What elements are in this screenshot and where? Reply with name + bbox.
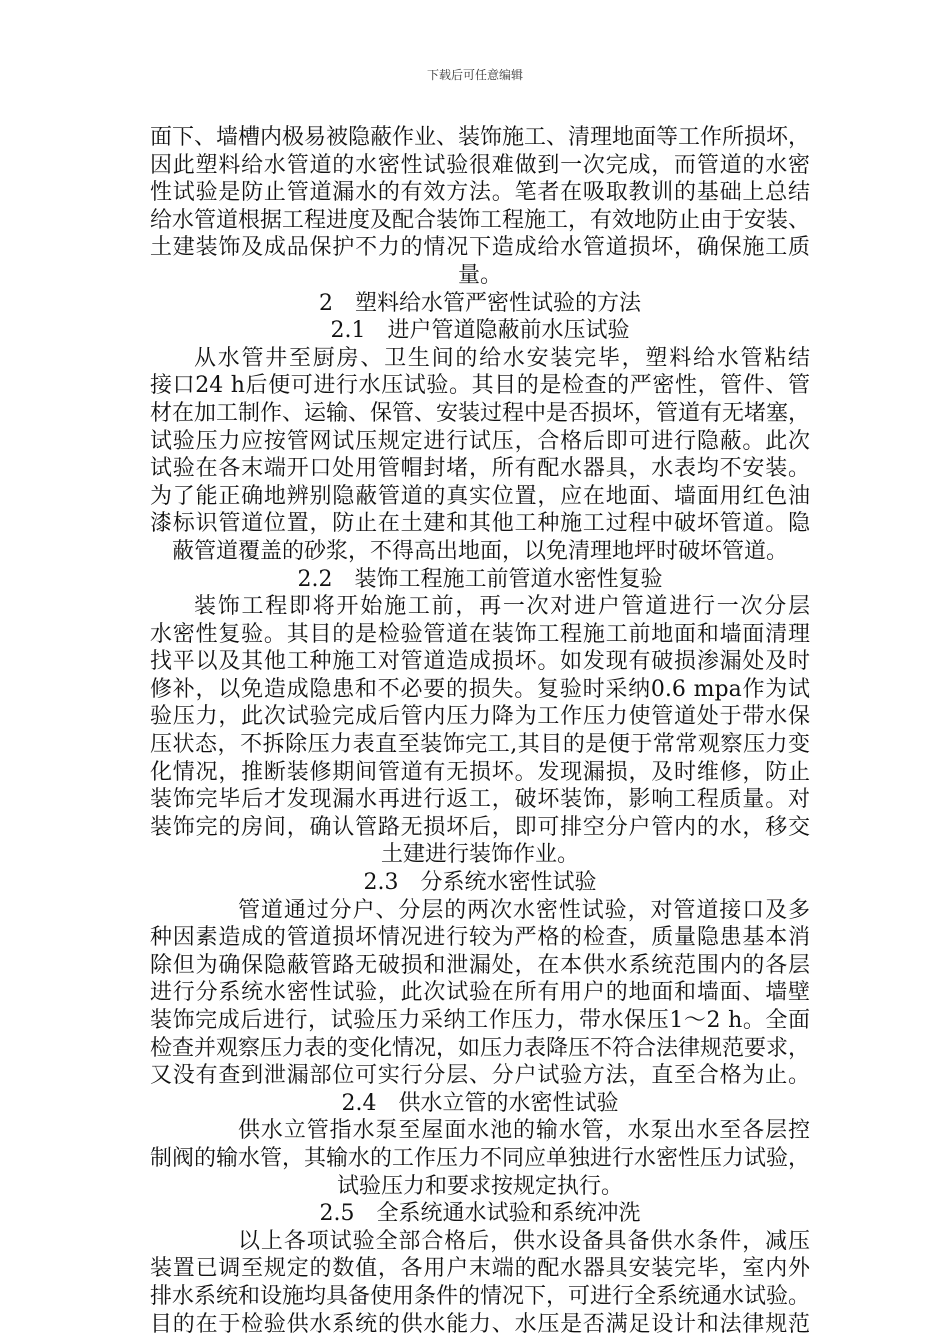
page-header-note: 下载后可任意编辑 (426, 68, 523, 82)
paragraph-line: 土建进行装饰作业。 (380, 842, 579, 868)
paragraph-line: 面下、墙槽内极易被隐蔽作业、装饰施工、清理地面等工作所损坏， (150, 125, 810, 150)
section-heading: 2.3 分系统水密性试验 (363, 870, 597, 896)
paragraph-line: 装置已调至规定的数值，各用户末端的配水器具安装完毕，室内外 (150, 1256, 810, 1282)
paragraph-line: 供水立管指水泵至屋面水池的输水管，水泵出水至各层控 (238, 1118, 810, 1144)
paragraph-line: 水密性复验。其目的是检验管道在装饰工程施工前地面和墙面清理 (150, 621, 810, 647)
document-body (150, 124, 810, 1338)
paragraph-line: 除但为确保隐蔽管路无破损和泄漏处，在本供水系统范围内的各层 (150, 952, 810, 978)
paragraph-line: 装饰完的房间，确认管路无损坏后，即可排空分户管内的水，移交 (150, 814, 810, 840)
paragraph-line: 因此塑料给水管道的水密性试验很难做到一次完成，而管道的水密 (150, 152, 810, 178)
paragraph-line: 给水管道根据工程进度及配合装饰工程施工，有效地防止由于安装、 (150, 207, 810, 233)
paragraph-line: 试验压力应按管网试压规定进行试压，合格后即可进行隐蔽。此次 (150, 428, 810, 454)
paragraph-line: 试验在各末端开口处用管帽封堵，所有配水器具，水表均不安装。 (150, 456, 810, 482)
paragraph-line: 排水系统和设施均具备使用条件的情况下，可进行全系统通水试验。 (150, 1283, 810, 1309)
paragraph-line: 验压力，此次试验完成后管内压力降为工作压力使管道处于带水保 (150, 704, 810, 730)
paragraph-line: 性试验是防止管道漏水的有效方法。笔者在吸取教训的基础上总结 (150, 180, 810, 206)
paragraph-line: 化情况，推断装修期间管道有无损坏。发现漏损，及时维修，防止 (150, 759, 810, 785)
section-heading: 2.5 全系统通水试验和系统冲洗 (319, 1201, 641, 1227)
paragraph-line: 接口24 h后便可进行水压试验。其目的是检查的严密性，管件、管 (150, 373, 810, 399)
paragraph-line: 种因素造成的管道损坏情况进行较为严格的检查，质量隐患基本消 (150, 925, 810, 951)
paragraph-line: 进行分系统水密性试验，此次试验在所有用户的地面和墙面、墙壁 (150, 980, 810, 1006)
paragraph-line: 以上各项试验全部合格后，供水设备具备供水条件，减压 (238, 1228, 810, 1254)
paragraph-line: 又没有查到泄漏部位可实行分层、分户试验方法，直至合格为止。 (150, 1063, 810, 1089)
paragraph-line: 检查并观察压力表的变化情况，如压力表降压不符合法律规范要求， (150, 1035, 810, 1061)
paragraph-line: 装饰工程即将开始施工前，再一次对进户管道进行一次分层 (194, 594, 810, 620)
paragraph-line: 装饰完毕后才发现漏水再进行返工，破坏装饰，影响工程质量。对 (150, 787, 810, 813)
paragraph-line: 压状态，不拆除压力表直至装饰完工,其目的是便于常常观察压力变 (150, 732, 810, 758)
paragraph-line: 找平以及其他工种施工对管道造成损坏。如发现有破损渗漏处及时 (150, 649, 810, 675)
paragraph-line: 修补，以免造成隐患和不必要的损失。复验时采纳0.6 mpa作为试 (150, 676, 810, 702)
section-heading: 2.4 供水立管的水密性试验 (341, 1090, 619, 1116)
paragraph-line: 制阀的输水管，其输水的工作压力不同应单独进行水密性压力试验， (150, 1145, 810, 1171)
section-heading: 2.1 进户管道隐蔽前水压试验 (330, 318, 630, 344)
paragraph-line: 装饰完成后进行，试验压力采纳工作压力，带水保压1～2 h。全面 (150, 1008, 810, 1033)
paragraph-line: 蔽管道覆盖的砂浆，不得高出地面，以免清理地坪时破坏管道。 (171, 538, 788, 564)
paragraph-line: 试验压力和要求按规定执行。 (336, 1173, 623, 1199)
paragraph-line: 管道通过分户、分层的两次水密性试验，对管道接口及多 (238, 897, 810, 923)
paragraph-line: 从水管井至厨房、卫生间的给水安装完毕，塑料给水管粘结 (194, 345, 810, 371)
paragraph-line: 为了能正确地辨别隐蔽管道的真实位置，应在地面、墙面用红色油 (150, 483, 810, 509)
paragraph-line: 材在加工制作、运输、保管、安装过程中是否损坏，管道有无堵塞， (150, 400, 810, 426)
section-heading: 2.2 装饰工程施工前管道水密性复验 (297, 566, 663, 592)
paragraph-line: 量。 (457, 262, 502, 288)
paragraph-line: 目的在于检验供水系统的供水能力、水压是否满足设计和法律规范 (150, 1311, 810, 1337)
paragraph-line: 土建装饰及成品保护不力的情况下造成给水管道损坏，确保施工质 (150, 235, 810, 261)
section-heading: 2 塑料给水管严密性试验的方法 (319, 290, 641, 316)
paragraph-line: 漆标识管道位置，防止在土建和其他工种施工过程中破坏管道。隐 (150, 511, 810, 537)
